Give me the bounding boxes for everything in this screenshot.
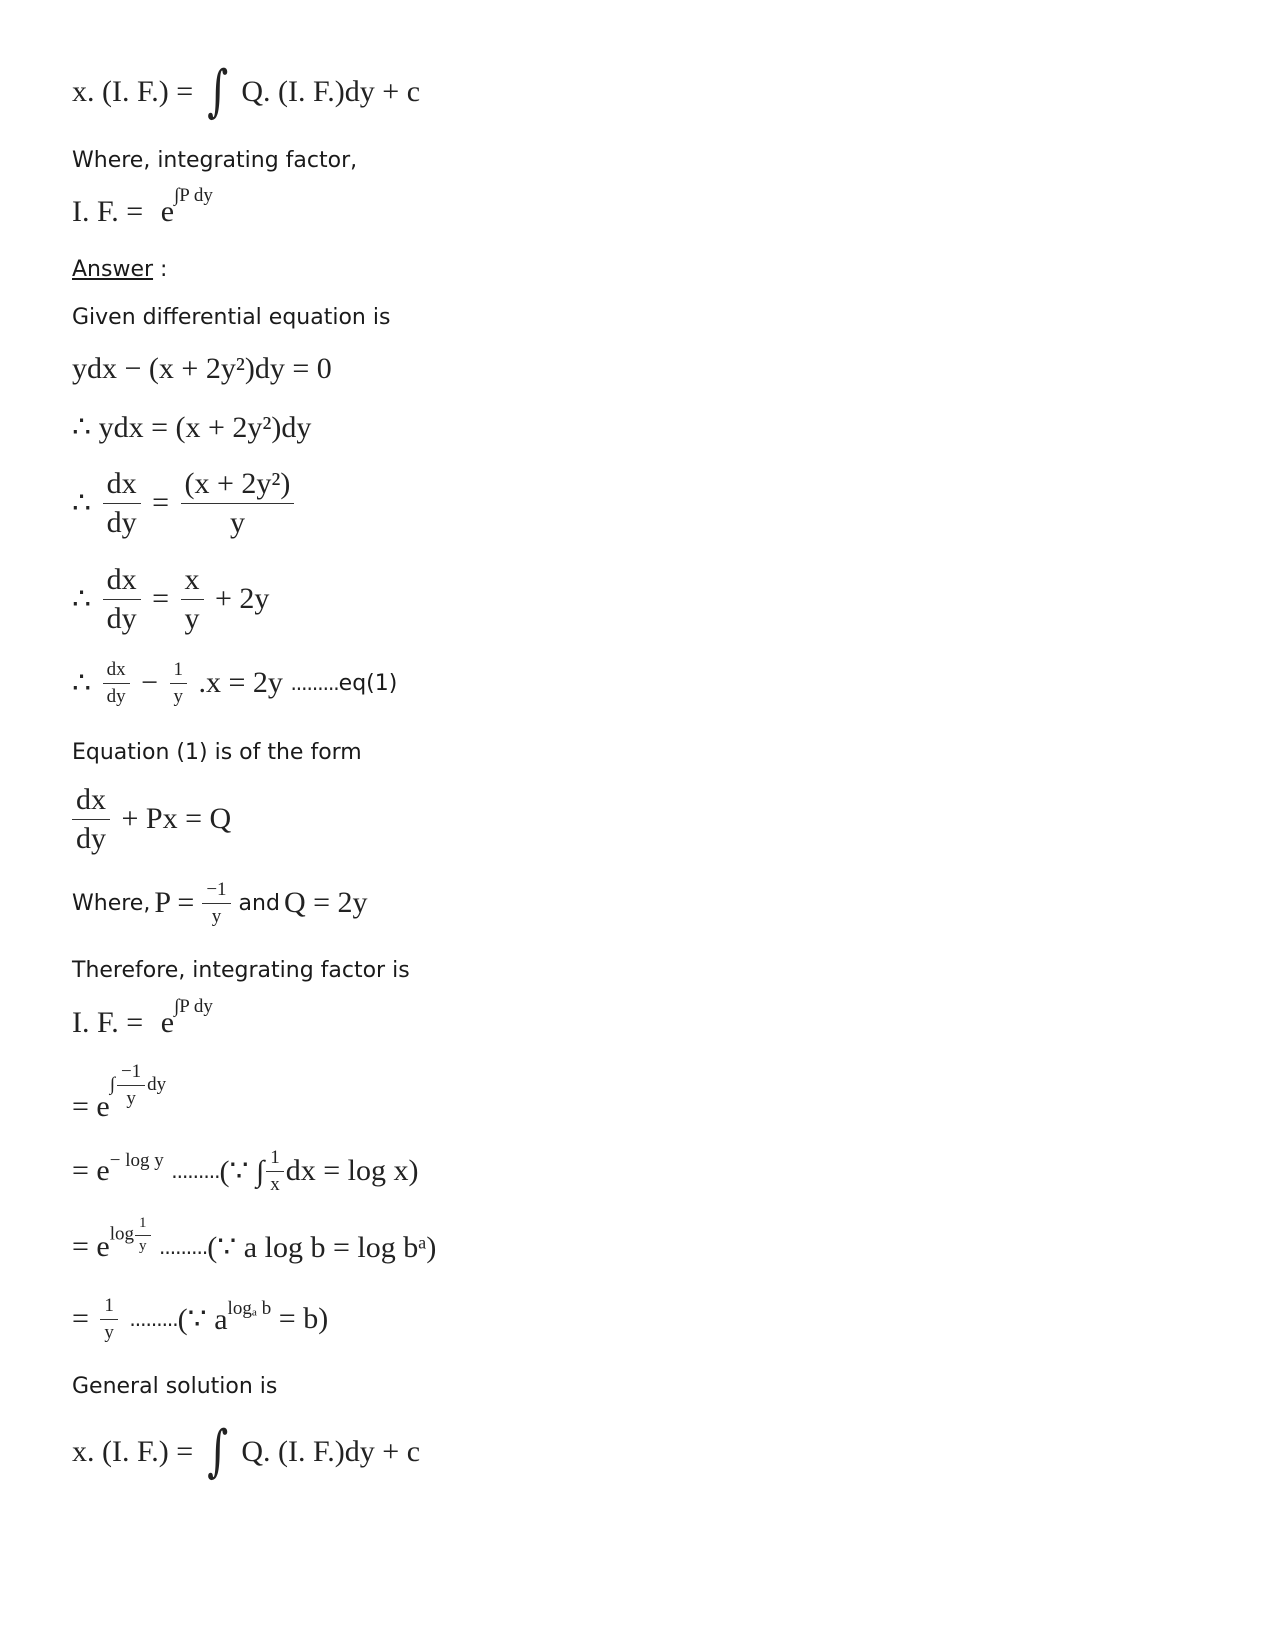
one-over-x: $\frac{1}{x}$ <box>266 1148 284 1195</box>
step-3 <box>72 468 298 538</box>
equation-form-text: Equation (1) is of the form <box>72 740 362 765</box>
reason-3-close: = b) <box>278 1302 329 1336</box>
form-rest: + Px = Q <box>121 802 232 835</box>
given-text: Given differential equation is <box>72 305 391 330</box>
if-lhs: I. F. = <box>72 1006 144 1039</box>
leader-dots: ......... <box>290 671 339 696</box>
and-label: and <box>238 890 280 916</box>
linear-form <box>72 784 231 854</box>
equals-e: = e <box>72 1090 110 1123</box>
if-step-2 <box>72 1148 419 1195</box>
if-step-1 <box>72 1060 167 1124</box>
formula-lhs: x. (I. F.) = <box>72 1435 194 1468</box>
p-q-definition <box>72 880 368 927</box>
leader-dots: ......... <box>159 1235 208 1260</box>
if-definition-top <box>72 185 213 229</box>
minus: − <box>141 666 159 700</box>
leader-dots: ......... <box>171 1159 220 1184</box>
if-lhs: I. F. = <box>72 195 144 228</box>
step-5-rest: .x = 2y <box>198 666 283 700</box>
q-expr: Q = 2y <box>283 886 368 920</box>
step-1: ydx − (x + 2y²)dy = 0 <box>72 352 332 385</box>
one-over-y: $\frac{1}{y}$ <box>100 1296 118 1343</box>
integral-sign: ∫ <box>206 1419 228 1484</box>
if-base: e <box>160 1006 175 1039</box>
therefore-symbol: ∴ <box>72 582 92 616</box>
step-2: ∴ ydx = (x + 2y²)dy <box>72 411 312 444</box>
formula-general-bottom <box>72 1419 421 1484</box>
plus-2y: + 2y <box>215 582 270 615</box>
if-exponent: ∫P dy <box>174 185 213 206</box>
small-one-over-y: $\frac{1}{y}$ <box>170 660 188 707</box>
therefore-symbol: ∴ <box>72 486 92 520</box>
equals: = <box>152 582 170 615</box>
rhs-fraction: $\frac{\text{(x + 2y²)}}{y}$ <box>181 468 295 538</box>
p-lhs: P = <box>154 886 195 920</box>
if-definition-2 <box>72 996 213 1040</box>
reason-1-open: (∵ ∫ <box>219 1154 265 1188</box>
reason-3-open: (∵ a <box>177 1302 228 1336</box>
answer-colon: : <box>153 257 168 282</box>
minus-log-y-exponent: − log y <box>109 1150 164 1172</box>
step-4 <box>72 564 269 634</box>
eq1-label: eq(1) <box>338 670 398 696</box>
where-if-text: Where, integrating factor, <box>72 148 358 173</box>
x-over-y-fraction: $\frac{x}{y}$ <box>181 564 204 634</box>
equals: = <box>152 486 170 519</box>
therefore-symbol: ∴ <box>72 666 92 700</box>
where-label: Where, <box>72 890 151 916</box>
equals: = <box>72 1302 89 1336</box>
if-base: e <box>160 195 175 228</box>
dx-dy-fraction: $\frac{dx}{dy}$ <box>72 784 110 854</box>
reason-1-rest: dx = log x) <box>285 1154 419 1188</box>
answer-label: Answer <box>72 257 154 282</box>
small-dx-dy-fraction: $\frac{dx}{dy}$ <box>103 660 130 707</box>
formula-rhs: Q. (I. F.)dy + c <box>241 1435 421 1468</box>
if-step-3 <box>72 1215 437 1267</box>
dx-dy-fraction: $\frac{dx}{dy}$ <box>103 468 141 538</box>
formula-lhs: x. (I. F.) = <box>72 75 194 108</box>
step-5 <box>72 660 397 707</box>
if-step-1-exponent: ∫ $\frac{-1}{y}$ dy <box>109 1060 167 1109</box>
integral-sign: ∫ <box>206 59 228 124</box>
neg-one-over-y: $\frac{-1}{y}$ <box>202 880 230 927</box>
leader-dots: ......... <box>129 1307 178 1332</box>
reason-2: (∵ a log b = log bᵃ) <box>207 1230 437 1264</box>
log-one-over-y-exponent: log $\frac{1}{y}$ <box>110 1216 152 1255</box>
equals-e: = e <box>72 1230 110 1264</box>
reason-3-exponent: logₐ b <box>227 1298 272 1320</box>
general-solution-text: General solution is <box>72 1374 278 1399</box>
formula-rhs: Q. (I. F.)dy + c <box>241 75 421 108</box>
formula-general-top <box>72 59 421 124</box>
therefore-if-text: Therefore, integrating factor is <box>72 958 410 983</box>
if-step-4 <box>72 1296 328 1343</box>
dx-dy-fraction: $\frac{dx}{dy}$ <box>103 564 141 634</box>
if-exponent: ∫P dy <box>174 996 213 1017</box>
answer-heading <box>72 257 167 282</box>
equals-e: = e <box>72 1154 110 1188</box>
